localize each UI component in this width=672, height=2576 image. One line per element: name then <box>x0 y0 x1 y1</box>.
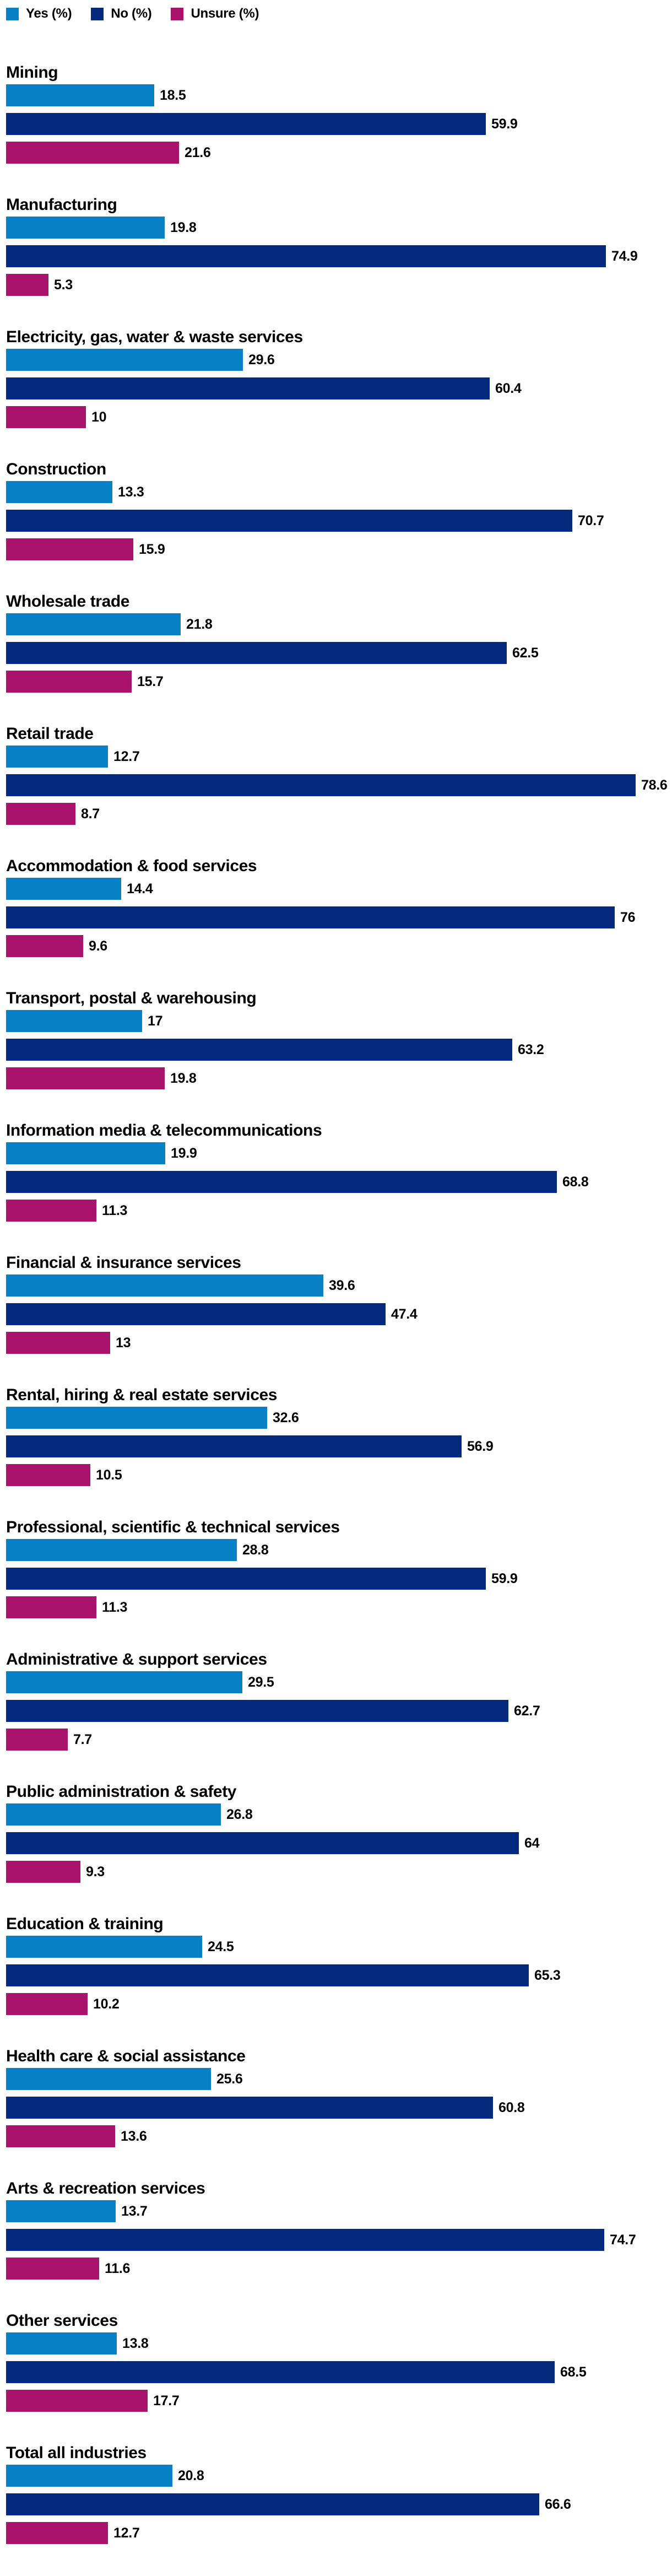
bar-no <box>6 1568 486 1590</box>
bar-row-no <box>6 1435 672 1457</box>
bar-row-unsure <box>6 1729 672 1751</box>
bar-value-label: 17.7 <box>153 2393 180 2408</box>
category-label: Administrative & support services <box>6 1650 267 1668</box>
bar-value-label: 32.6 <box>273 1409 299 1425</box>
bar-row-yes <box>6 2465 672 2487</box>
bar-value-label: 7.7 <box>73 1731 92 1747</box>
bar-value-label: 68.8 <box>562 1174 589 1190</box>
bar-unsure <box>6 1861 80 1883</box>
bar-row-yes <box>6 349 672 371</box>
bar-row-yes <box>6 1275 672 1297</box>
bar-row-yes <box>6 878 672 900</box>
industry-group <box>0 2444 672 2576</box>
bar-no <box>6 1039 512 1061</box>
industry-group <box>0 2047 672 2179</box>
bar-row-no <box>6 245 672 267</box>
bar-value-label: 8.7 <box>81 806 100 822</box>
bar-row-no <box>6 2229 672 2251</box>
legend-label-yes: Yes (%) <box>26 6 72 21</box>
industry-group <box>0 1915 672 2047</box>
bar-value-label: 9.6 <box>89 938 107 954</box>
bar-row-yes <box>6 613 672 635</box>
bar-row-unsure <box>6 2522 672 2544</box>
bar-no <box>6 1435 462 1457</box>
bar-row-unsure <box>6 274 672 296</box>
bar-yes <box>6 2332 117 2354</box>
bar-value-label: 14.4 <box>127 881 153 897</box>
bar-row-yes <box>6 1671 672 1693</box>
bar-row-unsure <box>6 406 672 428</box>
bar-row-no <box>6 1568 672 1590</box>
bar-row-no <box>6 113 672 135</box>
bar-row-yes <box>6 2068 672 2090</box>
industry-group <box>0 460 672 592</box>
bar-row-no <box>6 774 672 796</box>
bar-no <box>6 113 486 135</box>
industry-group <box>0 196 672 328</box>
category-label: Education & training <box>6 1915 164 1933</box>
category-label: Arts & recreation services <box>6 2179 205 2197</box>
bar-row-no <box>6 906 672 928</box>
legend-label-no: No (%) <box>111 6 152 21</box>
bar-value-label: 10 <box>91 409 107 425</box>
bar-row-unsure <box>6 2258 672 2280</box>
bar-row-unsure <box>6 2125 672 2147</box>
bar-value-label: 66.6 <box>545 2496 571 2512</box>
bar-value-label: 19.9 <box>171 1145 197 1161</box>
bar-row-yes <box>6 217 672 239</box>
industry-group <box>0 857 672 989</box>
bar-row-unsure <box>6 1861 672 1883</box>
bar-row-no <box>6 2493 672 2515</box>
bar-row-yes <box>6 1539 672 1561</box>
bar-no <box>6 642 507 664</box>
industry-group <box>0 1518 672 1650</box>
bar-unsure <box>6 1332 110 1354</box>
bar-no <box>6 2361 555 2383</box>
bar-row-no <box>6 1303 672 1325</box>
grouped-bar-chart <box>0 63 672 2576</box>
bar-row-no <box>6 1039 672 1061</box>
bar-yes <box>6 1010 142 1032</box>
bar-value-label: 62.7 <box>514 1703 540 1719</box>
bar-unsure <box>6 1596 96 1618</box>
bar-value-label: 26.8 <box>226 1806 253 1822</box>
bar-row-unsure <box>6 671 672 693</box>
bar-row-unsure <box>6 538 672 560</box>
bar-value-label: 13.6 <box>121 2128 147 2144</box>
bar-value-label: 13.3 <box>118 484 144 500</box>
legend-label-unsure: Unsure (%) <box>191 6 259 21</box>
bar-row-no <box>6 1832 672 1854</box>
legend-item-no <box>91 6 151 21</box>
bar-row-unsure <box>6 935 672 957</box>
category-label: Rental, hiring & real estate services <box>6 1386 278 1404</box>
bar-value-label: 76 <box>620 909 636 925</box>
bar-row-no <box>6 1964 672 1986</box>
bar-no <box>6 1700 508 1722</box>
category-label: Public administration & safety <box>6 1783 237 1801</box>
category-label: Electricity, gas, water & waste services <box>6 328 303 346</box>
bar-value-label: 39.6 <box>329 1277 355 1293</box>
legend-swatch-unsure <box>171 8 183 20</box>
bar-value-label: 29.5 <box>248 1674 274 1690</box>
industry-group <box>0 2312 672 2444</box>
bar-value-label: 13.7 <box>121 2203 148 2219</box>
bar-value-label: 15.9 <box>139 541 165 557</box>
bar-value-label: 12.7 <box>113 2525 140 2541</box>
bar-yes <box>6 1936 202 1958</box>
bar-no <box>6 245 606 267</box>
bar-row-yes <box>6 84 672 106</box>
bar-row-no <box>6 1171 672 1193</box>
industry-group <box>0 1386 672 1518</box>
bar-value-label: 15.7 <box>137 673 164 689</box>
legend-swatch-yes <box>6 8 19 20</box>
bar-value-label: 10.2 <box>93 1996 120 2012</box>
bar-value-label: 63.2 <box>518 1041 544 1057</box>
bar-value-label: 25.6 <box>216 2071 243 2087</box>
bar-value-label: 21.6 <box>185 144 211 160</box>
bar-row-no <box>6 2361 672 2383</box>
bar-value-label: 60.8 <box>498 2099 525 2115</box>
bar-value-label: 11.3 <box>102 1599 128 1615</box>
bar-no <box>6 2229 604 2251</box>
bar-row-no <box>6 2097 672 2119</box>
bar-unsure <box>6 1993 88 2015</box>
industry-group <box>0 2179 672 2312</box>
bar-value-label: 29.6 <box>248 352 275 368</box>
bar-yes <box>6 878 121 900</box>
legend-item-yes <box>6 6 72 21</box>
bar-no <box>6 2493 539 2515</box>
bar-yes <box>6 1539 237 1561</box>
category-label: Professional, scientific & technical services <box>6 1518 340 1536</box>
bar-value-label: 19.8 <box>170 219 197 235</box>
bar-unsure <box>6 274 48 296</box>
category-label: Manufacturing <box>6 196 117 214</box>
bar-yes <box>6 613 181 635</box>
bar-row-unsure <box>6 803 672 825</box>
bar-value-label: 47.4 <box>391 1306 418 1322</box>
bar-no <box>6 1171 557 1193</box>
bar-row-yes <box>6 2200 672 2222</box>
bar-yes <box>6 746 108 768</box>
bar-unsure <box>6 2125 115 2147</box>
bar-unsure <box>6 1464 90 1486</box>
bar-value-label: 19.8 <box>170 1070 197 1086</box>
bar-value-label: 60.4 <box>495 380 522 396</box>
category-label: Health care & social assistance <box>6 2047 246 2065</box>
bar-value-label: 21.8 <box>186 616 213 632</box>
bar-value-label: 65.3 <box>534 1967 561 1983</box>
bar-yes <box>6 1407 267 1429</box>
bar-value-label: 11.3 <box>102 1202 128 1218</box>
bar-yes <box>6 1671 242 1693</box>
bar-unsure <box>6 142 179 164</box>
bar-unsure <box>6 803 75 825</box>
chart-legend <box>6 7 259 20</box>
bar-value-label: 24.5 <box>208 1938 234 1954</box>
bar-value-label: 78.6 <box>641 777 668 793</box>
bar-unsure <box>6 1200 96 1222</box>
industry-group <box>0 1254 672 1386</box>
bar-no <box>6 906 615 928</box>
category-label: Transport, postal & warehousing <box>6 989 257 1007</box>
bar-value-label: 18.5 <box>160 87 186 103</box>
bar-row-unsure <box>6 1993 672 2015</box>
bar-value-label: 68.5 <box>560 2364 587 2380</box>
category-label: Accommodation & food services <box>6 857 257 875</box>
bar-value-label: 10.5 <box>96 1467 122 1483</box>
bar-no <box>6 377 490 399</box>
bar-unsure <box>6 2390 148 2412</box>
bar-yes <box>6 2465 172 2487</box>
bar-no <box>6 2097 493 2119</box>
industry-group <box>0 725 672 857</box>
category-label: Retail trade <box>6 725 94 743</box>
bar-no <box>6 1832 519 1854</box>
bar-no <box>6 510 572 532</box>
industry-group <box>0 989 672 1121</box>
bar-value-label: 11.6 <box>105 2260 131 2276</box>
legend-swatch-no <box>91 8 104 20</box>
bar-value-label: 9.3 <box>86 1864 105 1880</box>
bar-row-unsure <box>6 1332 672 1354</box>
bar-no <box>6 1303 386 1325</box>
bar-no <box>6 1964 529 1986</box>
bar-row-unsure <box>6 2390 672 2412</box>
bar-unsure <box>6 1729 68 1751</box>
bar-row-unsure <box>6 142 672 164</box>
bar-yes <box>6 1275 323 1297</box>
bar-unsure <box>6 406 86 428</box>
bar-yes <box>6 217 165 239</box>
bar-row-unsure <box>6 1200 672 1222</box>
bar-unsure <box>6 671 132 693</box>
bar-row-yes <box>6 1010 672 1032</box>
bar-unsure <box>6 538 133 560</box>
bar-value-label: 13.8 <box>122 2335 149 2351</box>
bar-row-yes <box>6 1142 672 1164</box>
bar-row-no <box>6 1700 672 1722</box>
category-label: Mining <box>6 63 58 82</box>
bar-row-unsure <box>6 1067 672 1089</box>
category-label: Wholesale trade <box>6 592 130 611</box>
bar-unsure <box>6 2522 108 2544</box>
bar-row-yes <box>6 1936 672 1958</box>
bar-value-label: 62.5 <box>512 645 539 661</box>
bar-value-label: 17 <box>148 1013 163 1029</box>
category-label: Other services <box>6 2312 118 2330</box>
bar-unsure <box>6 935 83 957</box>
bar-row-yes <box>6 1803 672 1826</box>
category-label: Construction <box>6 460 106 478</box>
bar-yes <box>6 2068 211 2090</box>
bar-value-label: 13 <box>116 1335 131 1351</box>
industry-group <box>0 1650 672 1783</box>
industry-group <box>0 328 672 460</box>
bar-unsure <box>6 2258 99 2280</box>
bar-value-label: 5.3 <box>54 277 73 293</box>
bar-row-yes <box>6 746 672 768</box>
bar-value-label: 74.7 <box>610 2232 636 2248</box>
bar-value-label: 59.9 <box>491 1570 518 1586</box>
bar-value-label: 56.9 <box>467 1438 494 1454</box>
bar-value-label: 64 <box>524 1835 540 1851</box>
bar-row-no <box>6 642 672 664</box>
bar-value-label: 70.7 <box>578 512 604 528</box>
industry-group <box>0 1121 672 1254</box>
bar-row-no <box>6 377 672 399</box>
bar-value-label: 59.9 <box>491 116 518 132</box>
bar-value-label: 20.8 <box>178 2467 204 2483</box>
bar-row-no <box>6 510 672 532</box>
bar-value-label: 28.8 <box>242 1542 269 1558</box>
bar-no <box>6 774 636 796</box>
bar-row-yes <box>6 1407 672 1429</box>
industry-group <box>0 592 672 725</box>
industry-group <box>0 63 672 196</box>
category-label: Information media & telecommunications <box>6 1121 322 1140</box>
bar-yes <box>6 349 243 371</box>
bar-yes <box>6 1803 221 1826</box>
bar-value-label: 12.7 <box>113 748 140 764</box>
bar-yes <box>6 1142 165 1164</box>
bar-yes <box>6 84 154 106</box>
bar-row-unsure <box>6 1596 672 1618</box>
bar-unsure <box>6 1067 165 1089</box>
bar-row-unsure <box>6 1464 672 1486</box>
category-label: Total all industries <box>6 2444 147 2462</box>
bar-value-label: 74.9 <box>611 248 638 264</box>
bar-row-yes <box>6 2332 672 2354</box>
category-label: Financial & insurance services <box>6 1254 241 1272</box>
industry-group <box>0 1783 672 1915</box>
bar-row-yes <box>6 481 672 503</box>
bar-yes <box>6 2200 116 2222</box>
legend-item-unsure <box>171 6 259 21</box>
bar-yes <box>6 481 112 503</box>
